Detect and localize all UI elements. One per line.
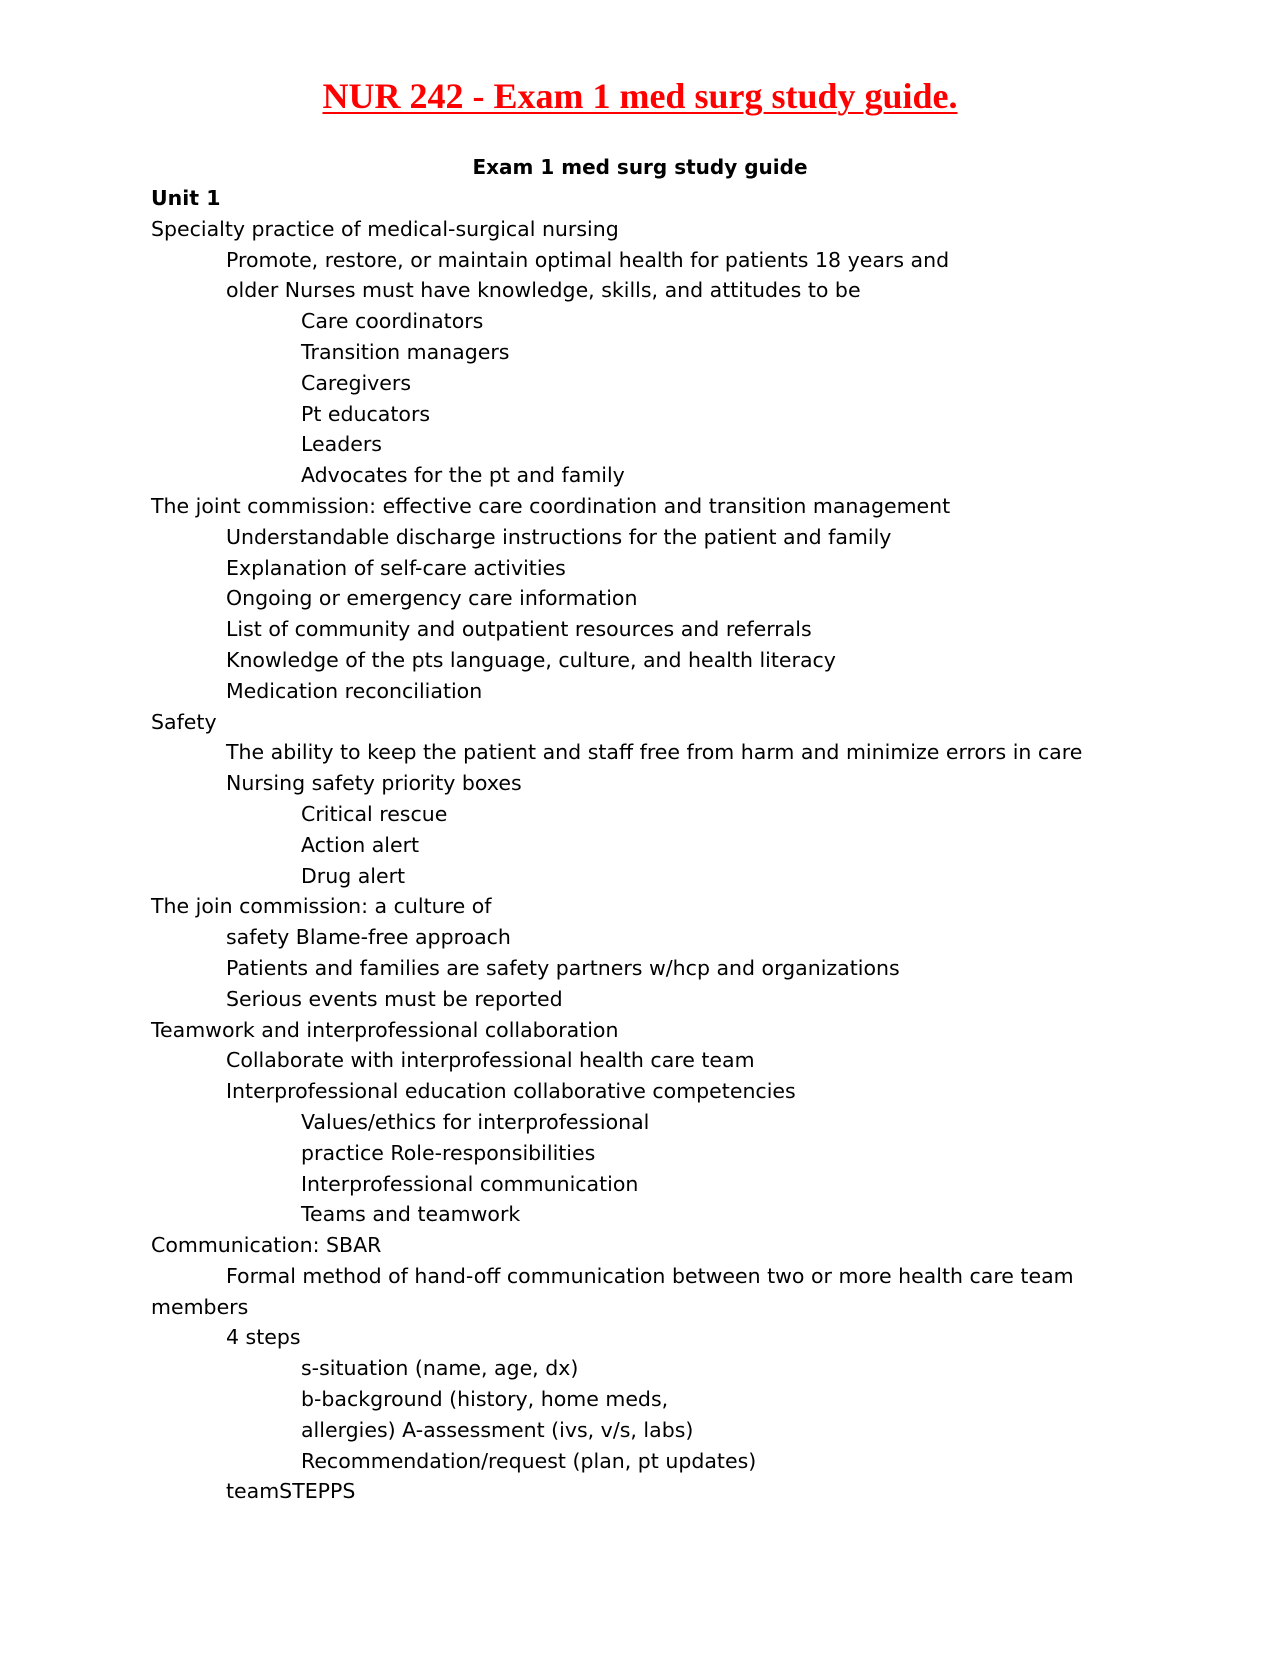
outline-line: Formal method of hand-off communication between two or more health care team <box>226 1263 1074 1288</box>
outline-line: Critical rescue <box>301 801 448 826</box>
outline-line: teamSTEPPS <box>226 1479 356 1504</box>
outline-line: Recommendation/request (plan, pt updates) <box>301 1448 757 1473</box>
outline-line: members <box>151 1294 249 1319</box>
outline-line: s-situation (name, age, dx) <box>301 1356 579 1381</box>
outline-line: Caregivers <box>301 370 412 395</box>
outline-line: Care coordinators <box>301 309 484 334</box>
outline-line: Patients and families are safety partners w/hcp and organizations <box>226 955 900 980</box>
outline-line: Explanation of self-care activities <box>226 555 566 580</box>
outline-line: Teams and teamwork <box>301 1202 521 1227</box>
outline-line: Interprofessional communication <box>301 1171 639 1196</box>
outline-line: Values/ethics for interprofessional <box>301 1109 650 1134</box>
outline-line: b-background (history, home meds, <box>301 1387 669 1412</box>
outline-line: Collaborate with interprofessional health care team <box>226 1048 755 1073</box>
outline-line: 4 steps <box>226 1325 301 1350</box>
outline-line: Communication: SBAR <box>151 1233 382 1258</box>
outline-line: allergies) A-assessment (ivs, v/s, labs) <box>301 1417 694 1442</box>
outline-line: Specialty practice of medical-surgical nursing <box>151 216 619 241</box>
outline-line: The join commission: a culture of <box>151 894 492 919</box>
outline-line: Serious events must be reported <box>226 986 563 1011</box>
outline-line: Safety <box>151 709 217 734</box>
document-title: NUR 242 - Exam 1 med surg study guide. <box>322 76 958 116</box>
outline-line: Unit 1 <box>151 186 221 210</box>
document-body <box>151 183 1151 1507</box>
outline-line: safety Blame-free approach <box>226 925 511 950</box>
outline-line: Knowledge of the pts language, culture, and health literacy <box>226 647 836 672</box>
outline-line: Interprofessional education collaborative competencies <box>226 1079 796 1104</box>
outline-line: The ability to keep the patient and staff free from harm and minimize errors in care <box>226 740 1083 765</box>
outline-line: Pt educators <box>301 401 431 426</box>
outline-line: Promote, restore, or maintain optimal health for patients 18 years and <box>226 247 950 272</box>
outline-line: Transition managers <box>301 339 510 364</box>
outline-line: practice Role-responsibilities <box>301 1140 596 1165</box>
outline-line: Drug alert <box>301 863 406 888</box>
outline-line: Medication reconciliation <box>226 678 483 703</box>
outline-line: Teamwork and interprofessional collaboration <box>151 1017 619 1042</box>
outline-line: List of community and outpatient resources and referrals <box>226 617 812 642</box>
outline-line: Action alert <box>301 832 420 857</box>
outline-line: older Nurses must have knowledge, skills, and attitudes to be <box>226 278 861 303</box>
outline-line: Ongoing or emergency care information <box>226 586 638 611</box>
outline-line: Advocates for the pt and family <box>301 463 625 488</box>
outline-line: Leaders <box>301 432 382 457</box>
outline-line: The joint commission: effective care coordination and transition management <box>151 493 951 518</box>
outline-line: Nursing safety priority boxes <box>226 771 522 796</box>
outline-line: Understandable discharge instructions for the patient and family <box>226 524 892 549</box>
document-subtitle: Exam 1 med surg study guide <box>472 155 808 179</box>
